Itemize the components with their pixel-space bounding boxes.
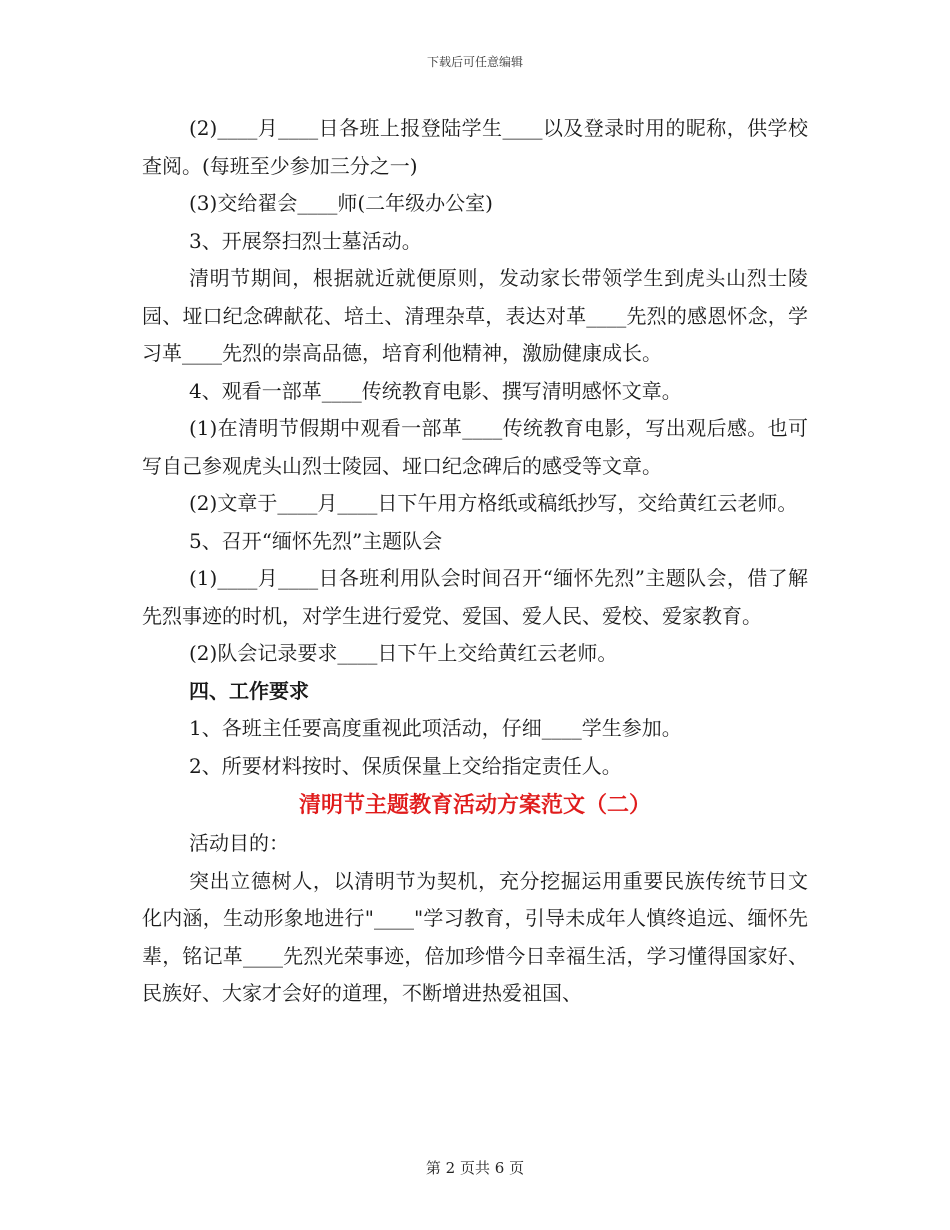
paragraph: (3)交给翟会____师(二年级办公室) (189, 191, 493, 215)
paragraph: (2)文章于____月____日下午用方格纸或稿纸抄写，交给黄红云老师。 (189, 491, 798, 515)
paragraph: 清明节期间，根据就近就便原则，发动家长带领学生到虎头山烈士陵园、垭口纪念碑献花、培土、清理杂草，表达对革____先烈的感恩怀念，学习革____先烈的崇高品德，培育利他精神，激励健康成长。 (142, 266, 808, 365)
paragraph: 1、各班主任要高度重视此项活动，仔细____学生参加。 (189, 716, 682, 740)
paragraph: 突出立德树人，以清明节为契机，充分挖掘运用重要民族传统节日文化内涵，生动形象地进行"____"学习教育，引导未成年人慎终追远、缅怀先辈，铭记革____先烈光荣事迹，倍加珍惜今日幸福生活，学习懂得国家好、民族好、大家才会好的道理，不断增进热爱祖国、 (142, 868, 808, 1005)
paragraph: 活动目的： (189, 831, 289, 855)
paragraph: 4、观看一部革____传统教育电影、撰写清明感怀文章。 (189, 378, 682, 403)
paragraph: (2)____月____日各班上报登陆学生____以及登录时用的昵称，供学校查阅。(每班至少参加三分之一) (142, 116, 808, 178)
document-body (142, 110, 808, 1013)
paragraph: 3、开展祭扫烈士墓活动。 (189, 228, 422, 253)
paragraph: 2、所要材料按时、保质保量上交给指定责任人。 (189, 753, 622, 778)
paragraph: (2)队会记录要求____日下午上交给黄红云老师。 (189, 641, 618, 665)
paragraph: (1)____月____日各班利用队会时间召开“缅怀先烈”主题队会，借了解先烈事迹的时机，对学生进行爱党、爱国、爱人民、爱校、爱家教育。 (142, 566, 808, 628)
paragraph: 5、召开“缅怀先烈”主题队会 (189, 528, 443, 553)
section-title: 清明节主题教育活动方案范文（二） (298, 792, 651, 818)
page-footer: 第 2 页共 6 页 (425, 1159, 525, 1177)
page-header: 下载后可任意编辑 (426, 55, 523, 69)
section-heading: 四、工作要求 (189, 678, 309, 703)
paragraph: (1)在清明节假期中观看一部革____传统教育电影，写出观后感。也可写自己参观虎头山烈士陵园、垭口纪念碑后的感受等文章。 (142, 416, 808, 478)
